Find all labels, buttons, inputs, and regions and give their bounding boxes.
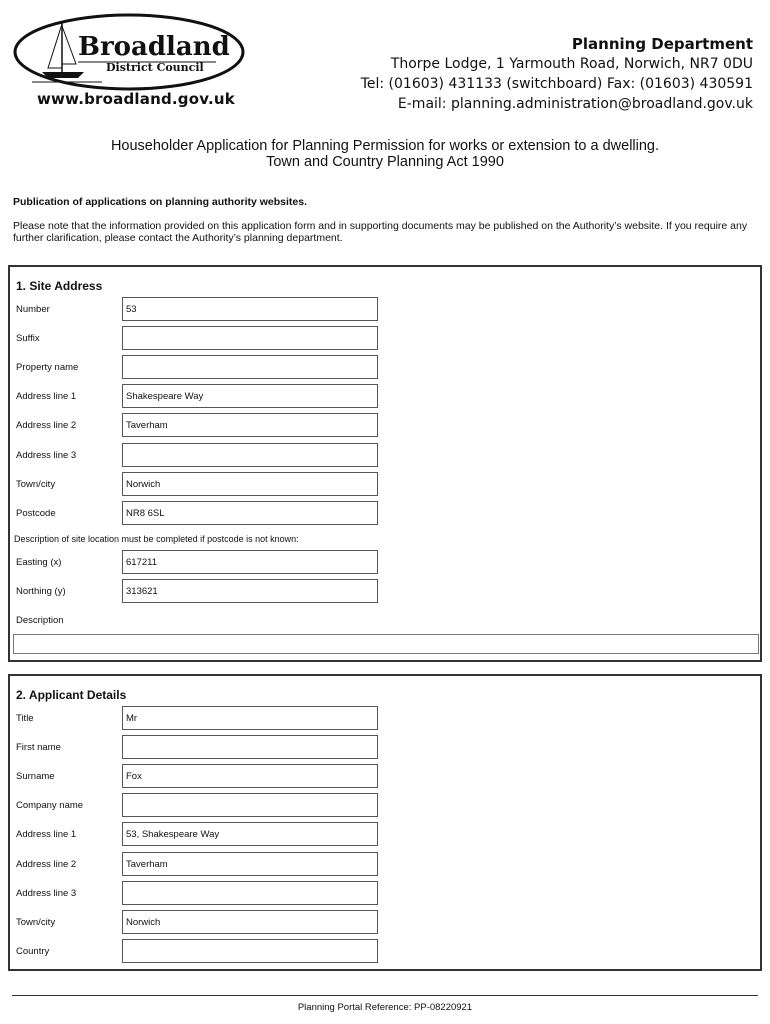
field-label: Address line 1 <box>16 391 77 402</box>
field-title <box>10 706 760 732</box>
applicant-details-section <box>8 674 762 971</box>
portal-reference: Planning Portal Reference: PP-08220921 <box>297 1002 473 1013</box>
website-url: www.broadland.gov.uk <box>37 90 235 108</box>
form-title <box>0 138 770 170</box>
northing-input[interactable]: 313621 <box>122 579 378 603</box>
field-label: Description <box>16 615 64 626</box>
surname-input[interactable]: Fox <box>122 764 378 788</box>
field-label: Suffix <box>16 333 40 344</box>
field-applicant-town-city <box>10 910 760 936</box>
address-line-3-input[interactable] <box>122 443 378 467</box>
company-name-input[interactable] <box>122 793 378 817</box>
section-title: 1. Site Address <box>16 279 103 293</box>
form-title-line2: Town and Country Planning Act 1990 <box>266 154 504 170</box>
field-suffix <box>10 326 760 352</box>
field-label: Address line 3 <box>16 450 77 461</box>
postcode-input[interactable]: NR8 6SL <box>122 501 378 525</box>
field-address-line-1 <box>10 384 760 410</box>
broadland-logo <box>12 12 246 92</box>
field-easting <box>10 550 760 576</box>
logo-subtitle: District Council <box>106 61 204 74</box>
field-property-name <box>10 355 760 381</box>
department-email: E-mail: planning.administration@broadland.gov.uk <box>397 96 753 112</box>
form-title-line1: Householder Application for Planning Permission for works or extension to a dwelling. <box>110 138 660 154</box>
first-name-input[interactable] <box>122 735 378 759</box>
field-label: Surname <box>16 771 55 782</box>
field-label: Northing (y) <box>16 586 66 597</box>
applicant-town-city-input[interactable]: Norwich <box>122 910 378 934</box>
field-label: Number <box>16 304 50 315</box>
section-title: 2. Applicant Details <box>16 688 127 702</box>
field-label: Easting (x) <box>16 557 62 568</box>
field-label: First name <box>16 742 61 753</box>
footer-divider <box>12 995 758 996</box>
town-city-input[interactable]: Norwich <box>122 472 378 496</box>
address-line-2-input[interactable]: Taverham <box>122 413 378 437</box>
field-address-line-3 <box>10 443 760 469</box>
description-input[interactable] <box>13 634 759 654</box>
department-address: Thorpe Lodge, 1 Yarmouth Road, Norwich, NR7 0DU <box>390 56 753 72</box>
number-input[interactable]: 53 <box>122 297 378 321</box>
department-title: Planning Department <box>571 35 753 53</box>
field-label: Address line 2 <box>16 420 77 431</box>
address-line-1-input[interactable]: Shakespeare Way <box>122 384 378 408</box>
department-contact <box>361 34 753 114</box>
logo-name: Broadland <box>78 32 230 62</box>
field-label: Town/city <box>16 917 56 928</box>
applicant-address-line-2-input[interactable]: Taverham <box>122 852 378 876</box>
field-label: Address line 1 <box>16 829 77 840</box>
field-applicant-address-line-1 <box>10 822 760 848</box>
department-phone: Tel: (01603) 431133 (switchboard) Fax: (01603) 430591 <box>360 76 753 92</box>
field-address-line-2 <box>10 413 760 439</box>
field-number <box>10 297 760 323</box>
field-label: Title <box>16 713 34 724</box>
field-company-name <box>10 793 760 819</box>
field-first-name <box>10 735 760 761</box>
country-input[interactable] <box>122 939 378 963</box>
field-northing <box>10 579 760 605</box>
applicant-address-line-1-input[interactable]: 53, Shakespeare Way <box>122 822 378 846</box>
field-applicant-address-line-3 <box>10 881 760 907</box>
field-label: Country <box>16 946 50 957</box>
field-label: Property name <box>16 362 79 373</box>
location-note: Description of site location must be completed if postcode is not known: <box>14 534 299 544</box>
field-label: Postcode <box>16 508 56 519</box>
field-country <box>10 939 760 965</box>
title-input[interactable]: Mr <box>122 706 378 730</box>
property-name-input[interactable] <box>122 355 378 379</box>
publication-text: Please note that the information provided on this application form and in supporting documents may be published on the Authority’s website. If you require any further clarification, please contact the Authority’s planning department. <box>13 220 748 244</box>
suffix-input[interactable] <box>122 326 378 350</box>
field-label: Company name <box>16 800 84 811</box>
applicant-address-line-3-input[interactable] <box>122 881 378 905</box>
field-postcode <box>10 501 760 527</box>
site-address-section <box>8 265 762 662</box>
publication-heading: Publication of applications on planning authority websites. <box>13 196 308 208</box>
field-label: Town/city <box>16 479 56 490</box>
field-description <box>10 608 760 634</box>
field-label: Address line 3 <box>16 888 77 899</box>
easting-input[interactable]: 617211 <box>122 550 378 574</box>
field-applicant-address-line-2 <box>10 852 760 878</box>
field-town-city <box>10 472 760 498</box>
field-surname <box>10 764 760 790</box>
field-label: Address line 2 <box>16 859 77 870</box>
